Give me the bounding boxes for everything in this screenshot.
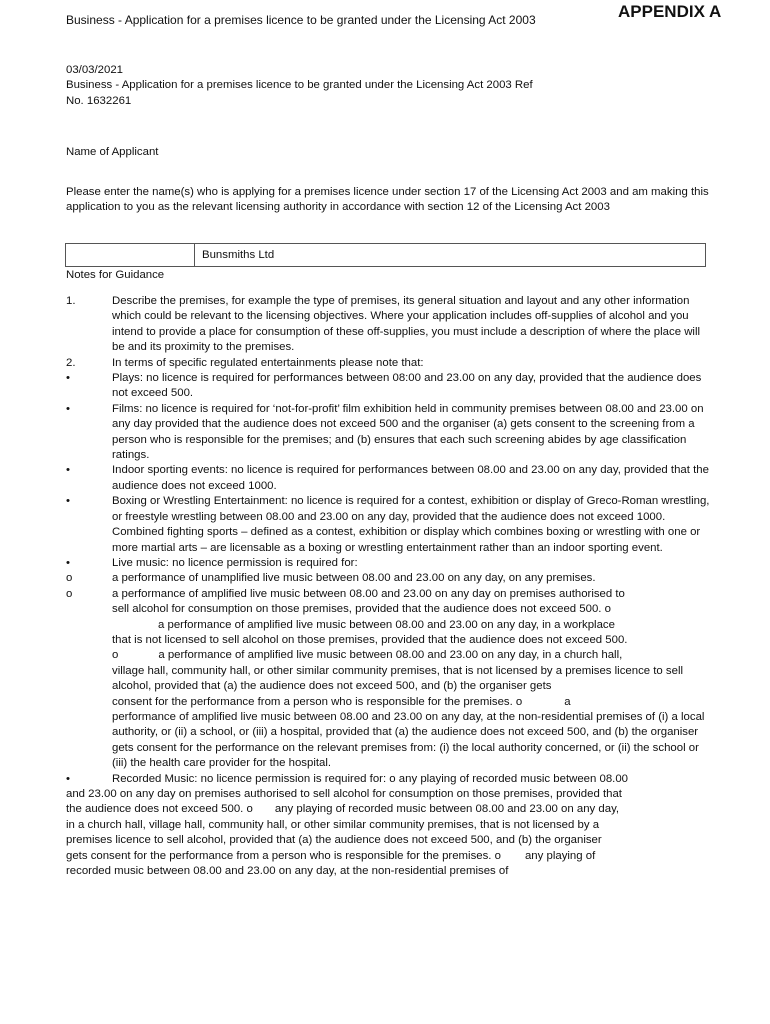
applicant-label-cell (66, 244, 195, 266)
recorded-music-line: any playing of (524, 849, 596, 862)
recorded-music-line: Recorded Music: no licence permission is required for: o any playing of recorded music between 08.00 (112, 772, 629, 785)
list-marker: • (66, 464, 70, 477)
live-music-line: a performance of amplified live music between 08.00 and 23.00 on any day, in a workplace (158, 618, 615, 631)
notes-list (66, 294, 712, 879)
list-item (66, 556, 712, 571)
list-item (66, 587, 712, 633)
recorded-music-line: gets consent for the performance from a person who is responsible for the premises. o (66, 849, 501, 862)
list-item (66, 294, 712, 356)
application-meta (66, 63, 706, 109)
live-music-line: that is not licensed to sell alcohol on those premises, provided that the audience does not exceed 500. (112, 633, 628, 646)
list-text: In terms of specific regulated entertainments please note that: (112, 356, 424, 369)
list-marker: • (66, 402, 70, 415)
live-music-text: consent for the performance from a person who is responsible for the premises. o (112, 695, 523, 708)
list-marker: 2. (66, 356, 76, 369)
list-text: Films: no licence is required for ‘not-for-profit’ film exhibition held in community premises between 08.00 and 23.00 on any day provided that the audience does not exceed 500 and the organiser (a) gets consent to the screening from a person who is responsible for the premises; and (b) ensures that each such screening abides by age classification ratings. (112, 402, 704, 462)
recorded-music-line: any playing of recorded music between 08.00 and 23.00 on any day, (274, 803, 620, 816)
application-date: 03/03/2021 (66, 64, 124, 76)
list-item (66, 371, 712, 402)
recorded-music-line: and 23.00 on any day on premises authorised to sell alcohol for consumption on those premises, provided that (66, 788, 622, 800)
live-music-line: sell alcohol for consumption on those premises, provided that the audience does not exceed 500. o (112, 603, 611, 616)
recorded-music-line: in a church hall, village hall, community hall, or other similar community premises, that is not licensed by a (66, 818, 600, 831)
list-marker: • (66, 372, 70, 385)
list-marker: o (112, 649, 119, 662)
notes-heading: Notes for Guidance (66, 269, 165, 281)
live-music-paragraph (66, 664, 712, 772)
live-music-text: a (564, 695, 571, 708)
applicant-answer-table (65, 243, 706, 267)
section-title: Name of Applicant (66, 146, 159, 158)
recorded-music-line: the audience does not exceed 500. o (66, 803, 253, 816)
list-marker: • (66, 556, 70, 569)
list-marker: • (66, 772, 70, 785)
list-text: a performance of unamplified live music between 08.00 and 23.00 on any day, on any premises. (112, 572, 596, 585)
list-item (66, 571, 712, 586)
document-header-title: Business - Application for a premises licence to be granted under the Licensing Act 2003 (66, 13, 536, 27)
live-music-line-text: a performance of amplified live music between 08.00 and 23.00 on any day, in a church hall, (158, 649, 623, 662)
list-text: Indoor sporting events: no licence is required for performances between 08.00 and 23.00 on any day, provided that the audience does not exceed 1000. (112, 464, 709, 492)
list-item (66, 356, 712, 371)
list-item (66, 494, 712, 556)
live-music-line (66, 648, 712, 663)
list-text (112, 587, 712, 633)
application-reference-line2: No. 1632261 (66, 94, 132, 107)
live-music-text: village hall, community hall, or other similar community premises, that is not licensed by a premises licence to sell alcohol, provided that (a) the audience does not exceed 500, and (b) the organiser gets (112, 664, 684, 693)
recorded-music-line: recorded music between 08.00 and 23.00 on any day, at the non-residential premises of (66, 865, 509, 878)
recorded-music-paragraph (66, 772, 712, 880)
section-instruction: Please enter the name(s) who is applying for a premises licence under section 17 of the Licensing Act 2003 and am making this application to you as the relevant licensing authority in accordance with section 12 of the Licensing Act 2003 (66, 186, 709, 214)
list-text: Describe the premises, for example the type of premises, its general situation and layout and any other information which could be relevant to the licensing objectives. Where your application includes off-supplies of alcohol and you intend to provide a place for consumption of these off-supplies, you must include a description of where the place will be and its proximity to the premises. (112, 295, 701, 354)
list-marker: • (66, 495, 70, 508)
list-item (66, 463, 712, 494)
appendix-label: APPENDIX A (618, 2, 722, 21)
recorded-music-line: premises licence to sell alcohol, provided that (a) the audience does not exceed 500, and (b) the organiser (66, 834, 602, 847)
list-item (66, 402, 712, 464)
list-marker: o (66, 587, 73, 600)
list-marker: 1. (66, 295, 76, 307)
list-marker: o (66, 572, 73, 585)
list-text: Boxing or Wrestling Entertainment: no licence is required for a contest, exhibition or display of Greco-Roman wrestling, or freestyle wrestling between 08.00 and 23.00 on any day, provided that the audience does not exceed 1000. Combined fighting sports – defined as a contest, exhibition or display which combines boxing or wrestling with one or more martial arts – are licensable as a boxing or wrestling entertainment rather than an indoor sporting event. (112, 495, 710, 554)
list-text: Live music: no licence permission is required for: (112, 556, 358, 569)
live-music-text: performance of amplified live music between 08.00 and 23.00 on any day, at the non-residential premises of (i) a local authority, or (ii) a school, or (iii) a hospital, provided that (a) the audience does not exceed 500, and (b) the organiser gets consent for the performance on the relevant premises from: (i) the local authority concerned, or (ii) the school or (iii) the health care provider for the hospital. (112, 710, 705, 770)
live-music-line: a performance of amplified live music between 08.00 and 23.00 on any day on premises authorised to (112, 587, 625, 600)
applicant-name-value: Bunsmiths Ltd (202, 249, 275, 261)
list-text: Plays: no licence is required for performances between 08:00 and 23.00 on any day, provided that the audience does not exceed 500. (112, 372, 702, 400)
application-reference-line1: Business - Application for a premises licence to be granted under the Licensing Act 2003 Ref (66, 79, 533, 92)
